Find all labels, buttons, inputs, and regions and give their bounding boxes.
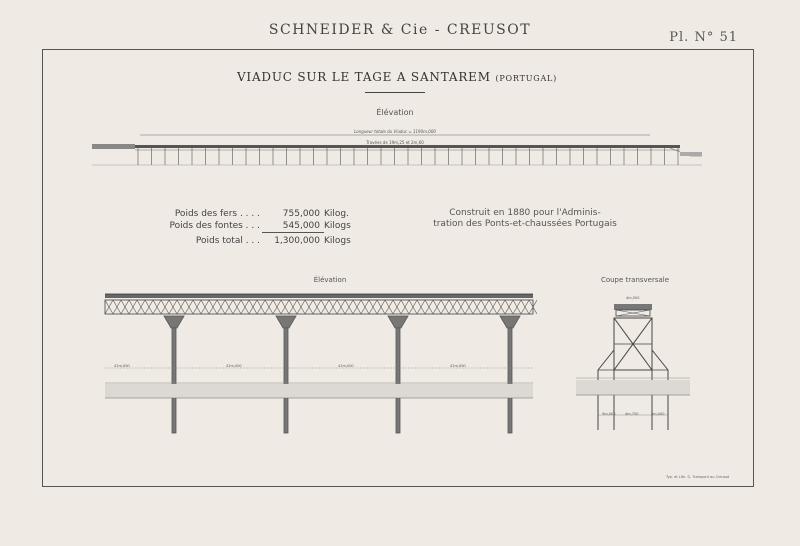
- span-dim-4: 41m,000: [450, 364, 466, 368]
- pier-column: [396, 328, 400, 433]
- note-line-2: tration des Ponts-et-chaussées Portugais: [433, 219, 617, 229]
- section-label: Coupe transversale: [600, 276, 670, 284]
- section-bottom-dim-3: 5m,000: [651, 412, 665, 416]
- section-bottom-dim-2: 4m,750: [625, 412, 639, 416]
- weight-label: Poids total . . .: [195, 236, 260, 246]
- pier-cap: [500, 316, 520, 328]
- printer-imprint: Typ. et Lith. G. Trampont au Creusot: [666, 475, 730, 479]
- weight-unit: Kilog.: [324, 209, 349, 219]
- weight-row-total: [150, 235, 380, 247]
- detail-elevation-label: Élévation: [313, 276, 347, 284]
- plate-number: Pl. N° 51: [669, 30, 738, 45]
- pier-cap: [276, 316, 296, 328]
- detail-elevation-drawing: [100, 288, 540, 438]
- section-top-dim: 4m,500: [626, 296, 640, 300]
- cross-section-drawing: [574, 300, 694, 440]
- section-bottom-dim-1: 5m,000: [602, 412, 616, 416]
- weight-value: 545,000: [282, 221, 320, 231]
- pier-column: [172, 328, 176, 433]
- title-country: (PORTUGAL): [495, 74, 558, 83]
- weight-unit: Kilogs: [324, 221, 351, 231]
- pier-cap: [164, 316, 184, 328]
- span-dim-3: 41m,000: [338, 364, 354, 368]
- total-length-label: Longueur totale du Viaduc = 1190m,000: [354, 129, 436, 134]
- construction-note: [430, 208, 620, 230]
- weight-label: Poids des fers . . . .: [174, 209, 260, 219]
- weight-value: 755,000: [282, 209, 320, 219]
- title-rule: [365, 92, 425, 93]
- spans-label: Travées de 19m,25 et 2m,60: [366, 140, 424, 145]
- sum-line: [262, 232, 324, 233]
- company-header: SCHNEIDER & Cie - CREUSOT: [268, 22, 532, 38]
- pier-column: [284, 328, 288, 433]
- title-main: VIADUC SUR LE TAGE A SANTAREM: [236, 70, 491, 84]
- note-line-1: Construit en 1880 pour l'Adminis-: [449, 208, 601, 218]
- top-elevation-label: Élévation: [376, 108, 414, 117]
- weight-row-cast: [150, 220, 380, 232]
- weight-value: 1,300,000: [274, 236, 320, 246]
- weight-unit: Kilogs: [324, 236, 351, 246]
- span-dim-1: 41m,000: [114, 364, 130, 368]
- overall-elevation-drawing: [90, 130, 704, 172]
- pier-cap: [388, 316, 408, 328]
- span-dim-2: 41m,000: [226, 364, 242, 368]
- weight-label: Poids des fontes . . .: [169, 221, 260, 231]
- weight-row-iron: [150, 208, 380, 220]
- pier-column: [508, 328, 512, 433]
- weights-table: [150, 208, 380, 247]
- drawing-title: [42, 70, 752, 84]
